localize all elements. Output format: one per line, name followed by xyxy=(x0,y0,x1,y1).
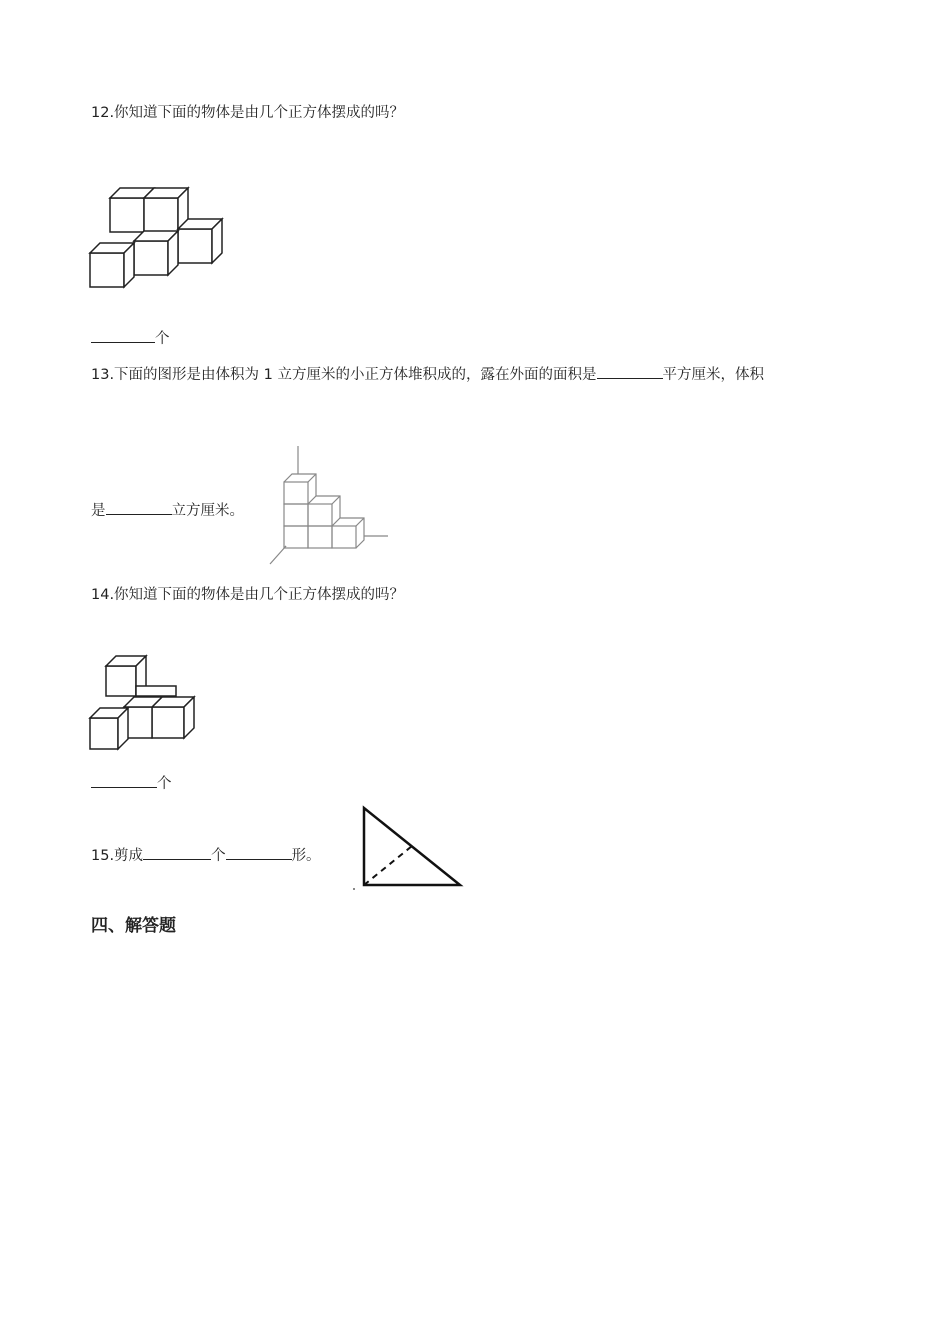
q15-text-c: 形。 xyxy=(291,848,321,864)
cube xyxy=(134,231,178,275)
q14-answer-line xyxy=(91,772,172,794)
answer-blank[interactable] xyxy=(91,327,155,343)
q15-text-b: 个 xyxy=(211,848,226,864)
dot-mark xyxy=(353,888,355,890)
right-triangle xyxy=(364,808,460,885)
q14-text: 14.你知道下面的物体是由几个正方体摆成的吗？ xyxy=(91,587,405,603)
unit-label: 个 xyxy=(157,776,172,792)
q15-triangle-figure xyxy=(352,804,466,894)
volume-answer-blank[interactable] xyxy=(106,499,172,515)
q15-text-a: 15.剪成 xyxy=(91,848,144,864)
q12-cube-figure xyxy=(88,184,228,290)
cube xyxy=(90,243,134,287)
shape-answer-blank[interactable] xyxy=(226,844,292,860)
cut-line xyxy=(364,846,412,885)
q13-line-1 xyxy=(91,363,764,385)
q12-answer-line xyxy=(91,327,170,349)
q14-cube-figure xyxy=(88,654,200,752)
cube xyxy=(152,697,194,738)
cube xyxy=(90,708,128,749)
unit-label: 个 xyxy=(155,331,170,347)
cube xyxy=(178,219,222,263)
q13-line-2 xyxy=(91,499,244,521)
area-answer-blank[interactable] xyxy=(597,363,663,379)
q13-text-b: 平方厘米，体积 xyxy=(662,367,765,383)
q13-text-a: 13.下面的图形是由体积为 1 立方厘米的小正方体堆积成的，露在外面的面积是 xyxy=(91,367,597,383)
q13-stacked-cubes-figure xyxy=(268,444,390,566)
diagonal-axis xyxy=(270,546,286,564)
q12-text: 12.你知道下面的物体是由几个正方体摆成的吗？ xyxy=(91,105,405,121)
cube xyxy=(136,686,176,696)
answer-blank[interactable] xyxy=(91,772,157,788)
section-heading: 四、解答题 xyxy=(91,916,176,936)
q15-line xyxy=(91,844,321,866)
count-answer-blank[interactable] xyxy=(143,844,211,860)
q13-text-c: 是 xyxy=(91,503,106,519)
q13-text-d: 立方厘米。 xyxy=(171,503,244,519)
